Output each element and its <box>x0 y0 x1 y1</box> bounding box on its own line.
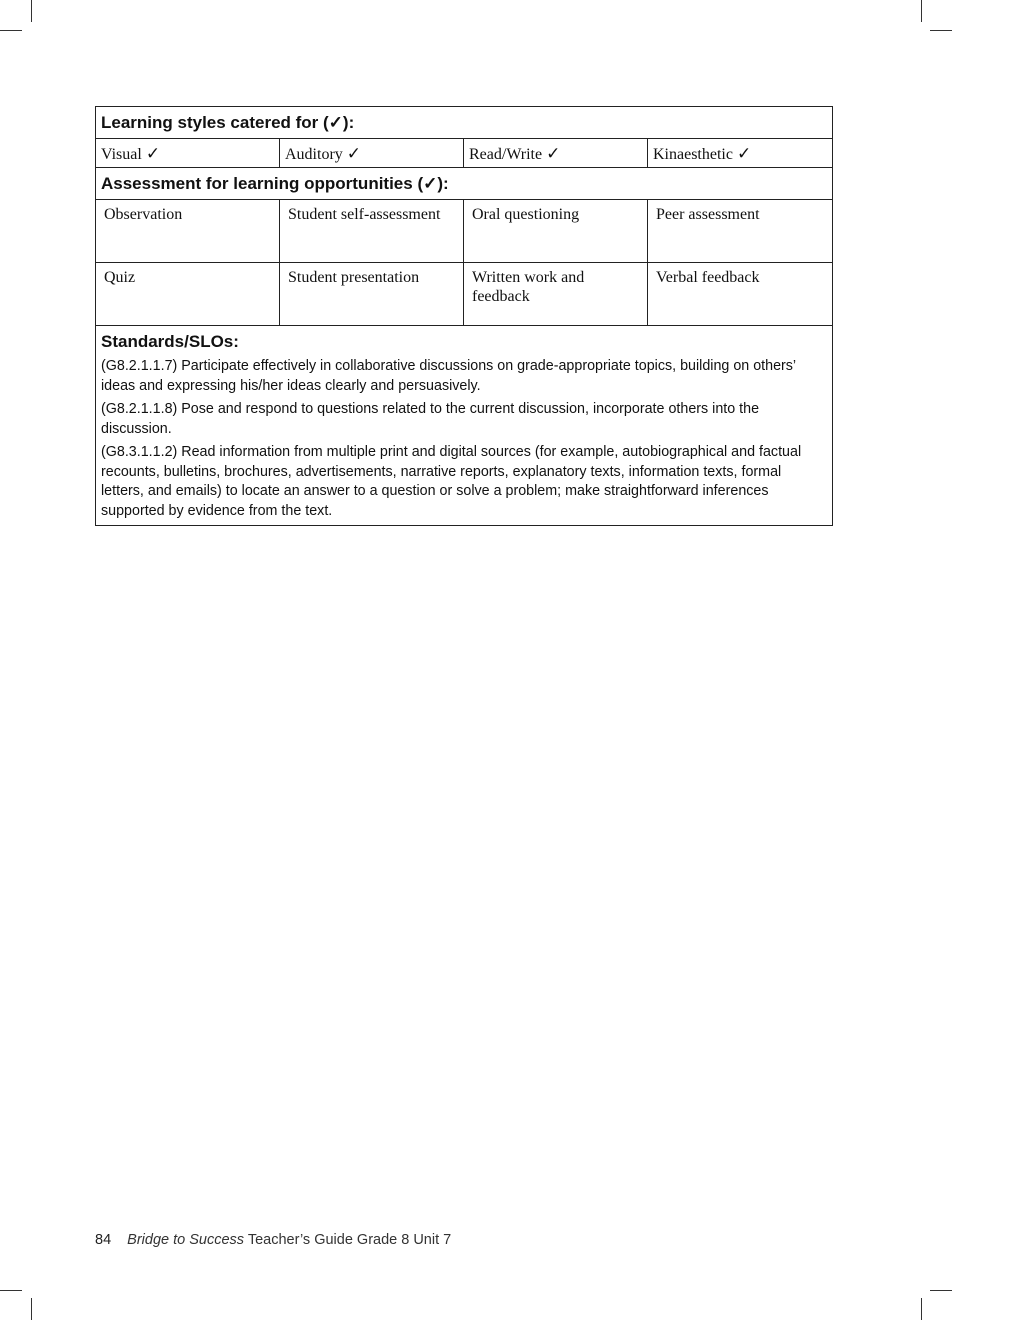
crop-mark <box>0 1290 22 1291</box>
assessment-cell: Verbal feedback <box>648 263 833 326</box>
assessment-cell: Student presentation <box>280 263 464 326</box>
standard-item: (G8.3.1.1.2) Read information from multiple print and digital sources (for example, autobiographical and factual recounts, bulletins, brochures, advertisements, narrative reports, explanatory texts, information texts, formal letters, and emails) to locate an answer to a question or solve a problem; make straightforward inferences supported by evidence from the text. <box>101 444 802 519</box>
crop-mark <box>31 1298 32 1320</box>
page-number: 84 <box>95 1232 112 1248</box>
assessment-cell: Oral questioning <box>464 200 648 263</box>
crop-mark <box>921 0 922 22</box>
page-footer <box>95 1232 451 1248</box>
crop-mark <box>31 0 32 22</box>
learning-style-read-write: Read/Write ✓ <box>464 139 648 168</box>
check-icon: ✓ <box>145 144 161 164</box>
learning-styles-heading: Learning styles catered for (✓): <box>96 107 833 139</box>
check-icon: ✓ <box>346 144 362 164</box>
standards-section <box>96 326 833 526</box>
assessment-cell: Observation <box>96 200 280 263</box>
standard-item: (G8.2.1.1.8) Pose and respond to questions related to the current discussion, incorporate others into the discussion. <box>101 401 760 437</box>
check-icon: ✓ <box>546 144 561 164</box>
assessment-cell: Student self-assessment <box>280 200 464 263</box>
assessment-row <box>96 263 833 326</box>
check-icon: ✓ <box>736 144 752 164</box>
lesson-plan-table <box>95 106 833 526</box>
crop-mark <box>921 1298 922 1320</box>
book-subtitle: Teacher’s Guide Grade 8 Unit 7 <box>247 1232 452 1248</box>
assessment-cell: Written work and feedback <box>464 263 648 326</box>
learning-style-kinaesthetic: Kinaesthetic ✓ <box>648 139 833 168</box>
assessment-cell: Quiz <box>96 263 280 326</box>
learning-styles-row <box>96 139 833 168</box>
crop-mark <box>930 30 952 31</box>
assessment-cell: Peer assessment <box>648 200 833 263</box>
book-title: Bridge to Success <box>127 1232 245 1248</box>
assessment-row <box>96 200 833 263</box>
learning-style-auditory: Auditory ✓ <box>280 139 464 168</box>
standards-heading: Standards/SLOs: <box>101 332 239 351</box>
standard-item: (G8.2.1.1.7) Participate effectively in collaborative discussions on grade-appropriate topics, building on others’ ideas and expressing his/her ideas clearly and persuasively. <box>101 358 796 394</box>
assessment-heading: Assessment for learning opportunities (✓): <box>96 168 833 200</box>
learning-style-visual: Visual ✓ <box>96 139 280 168</box>
crop-mark <box>0 30 22 31</box>
crop-mark <box>930 1290 952 1291</box>
